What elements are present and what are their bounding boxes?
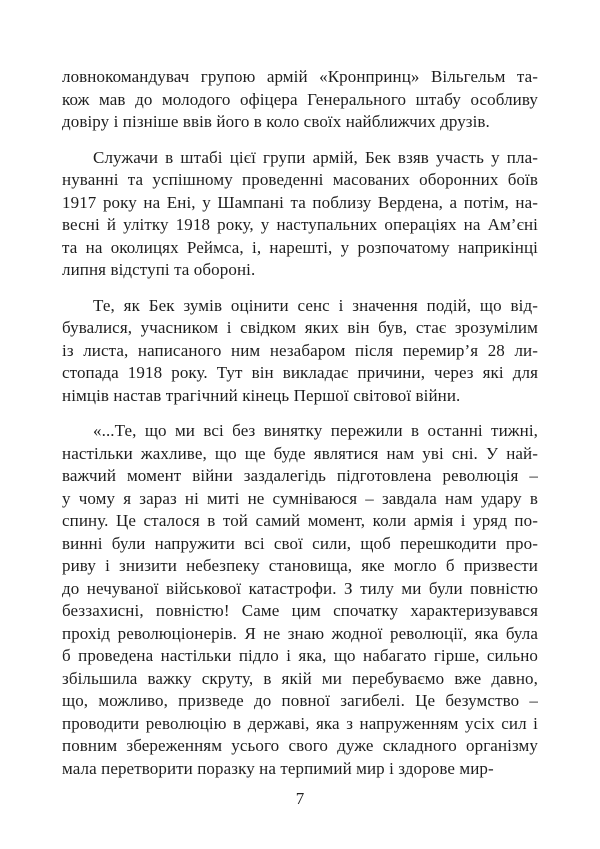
text-line: Те, як Бек зумів оцінити сенс і значення подій, що від- xyxy=(93,295,538,315)
text-line: беззахисні, повністю! Саме цим спочатку характеризувався xyxy=(62,601,538,620)
text-line: прохід революціонерів. Я не знаю жодної революції, яка була xyxy=(62,623,538,643)
text-line: спину. Це сталося в той самий момент, коли армія і уряд по- xyxy=(62,511,538,530)
text-line: повним збереженням усього свого дуже складного організму xyxy=(62,736,538,755)
text-line: кож мав до молодого офіцера Генерального штабу особливу xyxy=(62,89,538,109)
page-text-block xyxy=(62,66,538,780)
paragraph xyxy=(62,295,538,408)
text-line: та на околицях Реймса, і, нарешті, у розпочатому наприкінці xyxy=(62,237,538,257)
text-line: б проведена настільки підло і яка, що набагато гірше, сильно xyxy=(62,646,538,665)
text-line: нуванні та успішному проведенні масованих оборонних боїв xyxy=(62,170,538,189)
text-line: проводити революцію в державі, яка з напруженням усіх сил і xyxy=(62,713,538,733)
text-line: бувалися, учасником і свідком яких він був, стає зрозумілим xyxy=(62,318,538,337)
text-line: із листа, написаного ним незабаром після перемир’я 28 ли- xyxy=(62,340,538,360)
text-line: стопада 1918 року. Тут він викладає причини, через які для xyxy=(62,363,538,382)
text-line: що, можливо, призведе до повної загибелі. Це безумство – xyxy=(62,691,538,710)
text-line: збільшила важку скруту, в якій ми перебуваємо вже давно, xyxy=(62,668,538,688)
text-line: важчий момент війни заздалегідь підготовлена революція – xyxy=(62,466,538,485)
text-line: у чому я зараз ні миті не сумніваюся – завдала нам удару в xyxy=(62,488,538,508)
text-line: липня відступі та обороні. xyxy=(62,260,256,279)
text-line: весні й улітку 1918 року, у наступальних операціях на Ам’єні xyxy=(62,215,538,234)
text-line: 1917 року на Ені, у Шампані та поблизу Вердена, а потім, на- xyxy=(62,192,538,212)
paragraph xyxy=(62,147,538,282)
text-line: риву і знизити небезпеку становища, яке могло б призвести xyxy=(62,556,538,575)
page-number: 7 xyxy=(295,789,305,808)
text-line: Служачи в штабі цієї групи армій, Бек взяв участь у пла- xyxy=(93,147,538,167)
text-line: до нечуваної військової катастрофи. З тилу ми були повністю xyxy=(62,578,538,598)
paragraph xyxy=(62,66,538,134)
paragraph xyxy=(62,420,538,780)
text-line: мала перетворити поразку на терпимий мир і здорове мир- xyxy=(62,758,494,778)
text-line: настільки жахливе, що ще буде являтися нам уві сні. У най- xyxy=(62,443,538,463)
text-line: винні були напружити всі свої сили, щоб перешкодити про- xyxy=(62,533,538,553)
text-line: «...Те, що ми всі без винятку пережили в останні тижні, xyxy=(93,421,538,440)
text-line: німців настав трагічний кінець Першої світової війни. xyxy=(62,385,461,405)
text-line: довіру і пізніше ввів його в коло своїх найближчих друзів. xyxy=(62,112,490,131)
text-line: ловнокомандувач групою армій «Кронпринц» Вільгельм та- xyxy=(62,67,538,86)
